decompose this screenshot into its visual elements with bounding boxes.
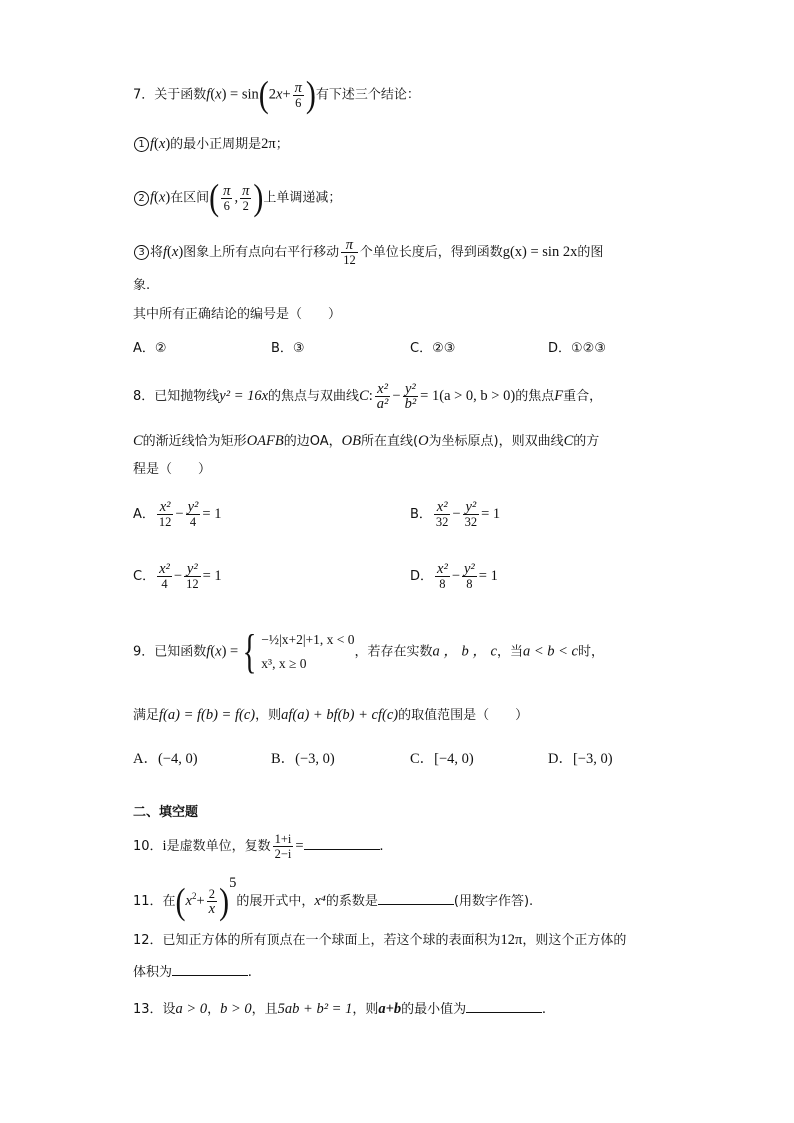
pi-over-6: $\frac{\pi}{6}$ bbox=[294, 79, 302, 110]
circled-2-icon: 2 bbox=[134, 191, 149, 206]
q9-stem: 9．已知函数f(x) ={ −½|x+2|+1, x < 0 x³, x ≥ 0 ，若存在实数a ， b ， c，当a < b < c时， bbox=[133, 625, 605, 678]
q7-option-b: B．③ bbox=[271, 341, 305, 356]
q7-conclusion-3-cont: 象. bbox=[133, 278, 151, 293]
q8-option-b: B． $\frac{\text{x²}}{32}$ − $\frac{\text{y²}}{32}$ = 1 bbox=[410, 499, 501, 529]
q10: 10．i是虚数单位，复数 $\frac{1+i}{2-i}$ = . bbox=[133, 832, 384, 861]
q7-conclusion-3: 3 将f(x)图象上所有点向右平行移动 $\frac{\pi}{12}$ 个单位长度后，得到函数g(x) = sin 2x的图 bbox=[133, 238, 603, 267]
q9-option-c: C．[−4, 0) bbox=[410, 751, 474, 767]
q8-line2: C的渐近线恰为矩形OAFB的边OA，OB所在直线(O为坐标原点)，则双曲线C的方 bbox=[133, 433, 600, 449]
q7-option-c: C．②③ bbox=[410, 341, 456, 356]
q7-label: 7．关于函数 bbox=[133, 87, 207, 103]
q7-conclusion-2: 2 f(x)在区间( $\frac{\pi}{6}$ , $\frac{\pi}{2}$ )上单调递减； bbox=[133, 183, 341, 213]
q8-line3: 程是（ ） bbox=[133, 462, 212, 477]
answer-blank[interactable] bbox=[304, 835, 380, 850]
q9-option-d: D．[−3, 0) bbox=[548, 751, 613, 767]
q7-stem: 7．关于函数f(x) = sin(2x+ $\frac{\pi}{6}$ )有下述三个结论： bbox=[133, 73, 420, 115]
q12-line2: 体积为 . bbox=[133, 961, 252, 983]
q9-piece-2: x³, x ≥ 0 bbox=[261, 656, 307, 671]
answer-blank[interactable] bbox=[378, 890, 454, 905]
circled-3-icon: 3 bbox=[134, 245, 149, 260]
q12: 12．已知正方体的所有顶点在一个球面上，若这个球的表面积为12π，则这个正方体的 bbox=[133, 932, 627, 948]
circled-1-icon: 1 bbox=[134, 137, 149, 152]
q8-stem: 8．已知抛物线y² = 16x的焦点与双曲线C: $\frac{\text{x²}}{\text{a²}}$ − $\frac{\text{y²}}{\text{b²}}$ = 1(a > 0, b > 0)的焦点F重合， bbox=[133, 381, 603, 412]
answer-blank[interactable] bbox=[172, 961, 248, 976]
answer-blank[interactable] bbox=[466, 998, 542, 1013]
q8-option-d: D． $\frac{\text{x²}}{8}$ − $\frac{\text{y²}}{8}$ = 1 bbox=[410, 561, 498, 591]
q8-option-a: A． $\frac{\text{x²}}{12}$ − $\frac{\text{y²}}{4}$ = 1 bbox=[133, 499, 222, 529]
q11: 11．在($x^2+$ $\frac{2}{x}$ )$^5$的展开式中，x⁴的系数是 (用数字作答). bbox=[133, 875, 534, 922]
q9-line2: 满足f(a) = f(b) = f(c)，则af(a) + bf(b) + cf(c)的取值范围是（ ） bbox=[133, 707, 529, 723]
q13: 13．设a > 0，b > 0，且5ab + b² = 1，则a+b的最小值为 . bbox=[133, 998, 546, 1020]
q7-stem-end: 有下述三个结论： bbox=[315, 87, 420, 103]
brace-icon: { bbox=[242, 625, 257, 678]
section-title: 二、填空题 bbox=[133, 805, 199, 820]
q7-option-a: A．② bbox=[133, 341, 167, 356]
q8-option-c: C． $\frac{\text{x²}}{4}$ − $\frac{\text{y²}}{12}$ = 1 bbox=[133, 561, 222, 591]
q7-option-d: D．①②③ bbox=[548, 341, 606, 356]
q9-option-a: A．(−4, 0) bbox=[133, 751, 198, 767]
q9-option-b: B．(−3, 0) bbox=[271, 751, 335, 767]
q9-piece-1: −½|x+2|+1, x < 0 bbox=[261, 632, 355, 647]
q7-question: 其中所有正确结论的编号是（ ） bbox=[133, 307, 342, 322]
q7-conclusion-1: 1 f(x)的最小正周期是2π； bbox=[133, 134, 289, 155]
